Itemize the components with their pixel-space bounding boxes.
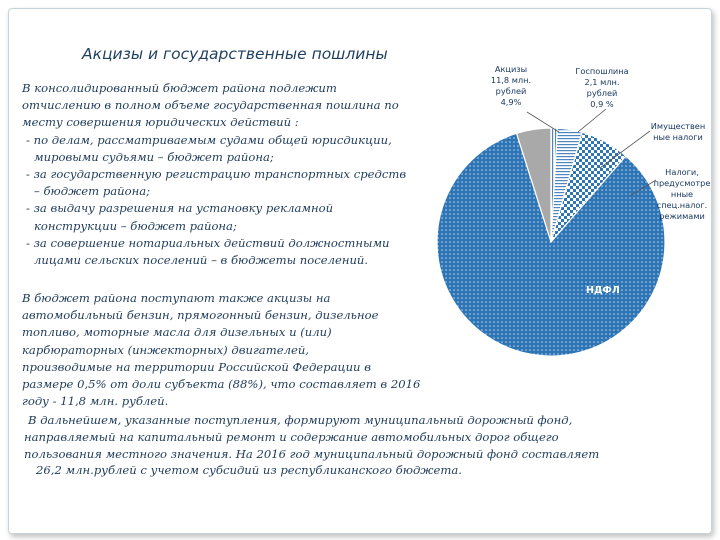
excise-line: В бюджет района поступают также акцизы на: [22, 291, 331, 305]
slide-title: Акцизы и государственные пошлины: [82, 45, 388, 63]
pie-label-line: нные: [670, 189, 694, 199]
pie-label-line: 11,8 млн.: [490, 75, 532, 85]
road-fund-paragraph: [24, 412, 664, 479]
pie-label-line: ные налоги: [653, 132, 703, 142]
excise-line: автомобильный бензин, прямогонный бензин, дизельное: [22, 308, 379, 323]
road-fund-line: 26,2 млн.рублей с учетом субсидий из республиканского бюджета.: [36, 463, 462, 478]
pie-label-special-regimes: [652, 167, 712, 222]
duty-item-line: - за совершение нотариальных действий должностными: [26, 235, 390, 250]
pie-label-line: Акцизы: [494, 64, 528, 74]
duty-item-line: – бюджет района;: [34, 184, 151, 199]
pie-label-line: Имуществен: [650, 121, 706, 131]
excise-line: производимые на территории Российской Федерации в: [22, 359, 371, 374]
pie-label-line: Налоги,: [665, 167, 699, 177]
duty-item-line: конструкции – бюджет района;: [34, 218, 237, 233]
pie-label-line: 2,1 млн.: [584, 77, 620, 87]
pie-label-ndfl: НДФЛ: [586, 285, 620, 296]
duties-intro-line: месту совершения юридических действий :: [22, 115, 299, 130]
road-fund-line: В дальнейшем, указанные поступления, формируют муниципальный дорожный фонд,: [28, 413, 573, 427]
duty-item-line: - за государственную регистрацию транспортных средств: [26, 167, 407, 182]
road-fund-line: направляемый на капитальный ремонт и содержание автомобильных дорог общего: [24, 429, 559, 444]
pie-label-line: 4,9%: [500, 97, 522, 107]
duties-intro-line: В консолидированный бюджет района подлежит: [22, 81, 337, 95]
pie-label-line: предусмотре: [653, 178, 711, 188]
duties-intro-line: отчислению в полном объеме государственная пошлина по: [22, 98, 399, 113]
pie-label-property-tax: [644, 121, 712, 143]
pie-label-line: 0,9 %: [590, 99, 614, 109]
excise-line: году - 11,8 млн. рублей.: [22, 394, 169, 409]
duty-item-line: - по делам, рассматриваемым судами общей юрисдикции,: [26, 132, 392, 147]
pie-leader-line: [578, 109, 606, 132]
road-fund-line: пользования местного значения. На 2016 год муниципальный дорожный фонд составляет: [24, 446, 600, 461]
excise-line: размере 0,5% от доли субъекта (88%), что составляет в 2016: [22, 377, 421, 392]
pie-label-akcizy: [482, 64, 540, 108]
excise-line: карбюраторных (инжекторных) двигателей,: [22, 342, 309, 357]
pie-label-line: Госпошлина: [575, 66, 629, 76]
excise-line: топливо, моторные масла для дизельных и (или): [22, 325, 332, 340]
pie-label-line: спец.налог.: [656, 200, 708, 210]
duty-item-line: - за выдачу разрешения на установку рекламной: [26, 201, 334, 216]
pie-label-line: рублей: [495, 86, 527, 96]
pie-label-line: рублей: [586, 88, 618, 98]
duty-item-line: мировыми судьями – бюджет района;: [34, 149, 274, 164]
excise-paragraph: [22, 290, 422, 410]
pie-label-gosposhlina: [570, 66, 634, 110]
pie-label-line: режимами: [659, 211, 705, 221]
duty-item-line: лицами сельских поселений – в бюджеты поселений.: [34, 253, 369, 268]
